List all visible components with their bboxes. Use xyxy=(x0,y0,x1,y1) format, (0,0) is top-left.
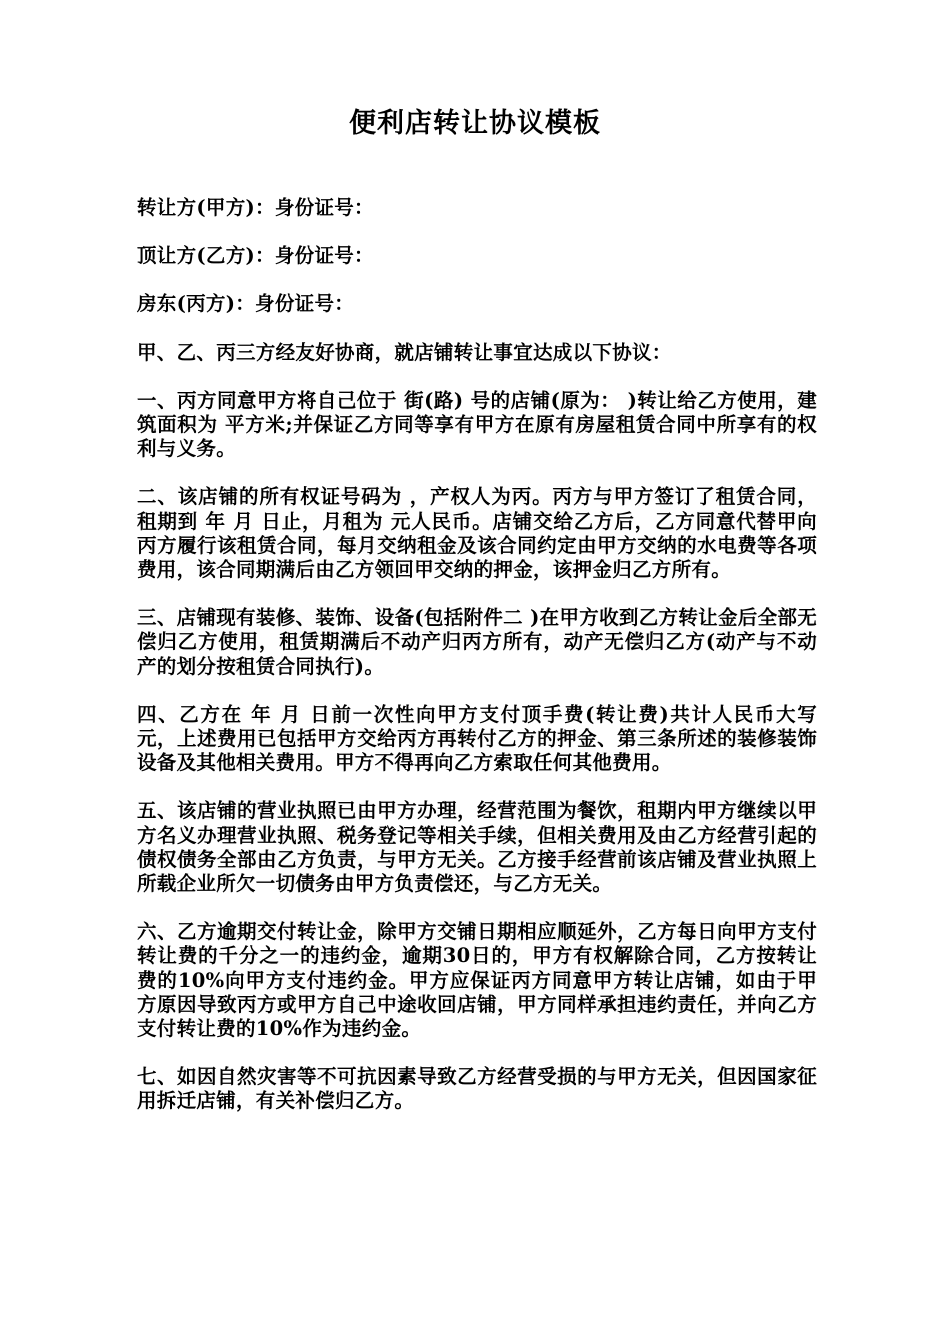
party-a-line: 转让方(甲方)：身份证号： xyxy=(137,196,374,219)
party-c-line: 房东(丙方)：身份证号： xyxy=(137,292,355,316)
clause-4: 四、乙方在 年 月 日前一次性向甲方支付顶手费(转让费)共计人民币大写 元，上述费用已包括甲方交给丙方再转付乙方的押金、第三条所述的装修装饰设备及其他相关费用。甲方不得再向乙方索取任何其他费用。 xyxy=(137,702,817,775)
clause-1: 一、丙方同意甲方将自己位于 街(路) 号的店铺(原为： )转让给乙方使用，建筑面积为 平方米;并保证乙方同等享有甲方在原有房屋租赁合同中所享有的权利与义务。 xyxy=(137,388,817,461)
agreement-intro: 甲、乙、丙三方经友好协商，就店铺转让事宜达成以下协议： xyxy=(137,340,672,364)
clause-6: 六、乙方逾期交付转让金，除甲方交铺日期相应顺延外，乙方每日向甲方支付转让费的千分之一的违约金，逾期30日的，甲方有权解除合同，乙方按转让费的10%向甲方支付违约金。甲方应保证丙方同意甲方转让店铺，如由于甲方原因导致丙方或甲方自己中途收回店铺，甲方同样承担违约责任，并向乙方支付转让费的10%作为违约金。 xyxy=(137,920,817,1041)
clause-7: 七、如因自然灾害等不可抗因素导致乙方经营受损的与甲方无关，但因国家征用拆迁店铺，有关补偿归乙方。 xyxy=(137,1065,817,1113)
clause-3: 三、店铺现有装修、装饰、设备(包括附件二 )在甲方收到乙方转让金后全部无偿归乙方使用，租赁期满后不动产归丙方所有，动产无偿归乙方(动产与不动产的划分按租赁合同执行)。 xyxy=(137,606,817,678)
document-body xyxy=(137,196,817,1138)
clause-5: 五、该店铺的营业执照已由甲方办理，经营范围为餐饮，租期内甲方继续以甲方名义办理营业执照、税务登记等相关手续，但相关费用及由乙方经营引起的债权债务全部由乙方负责，与甲方无关。乙方接手经营前该店铺及营业执照上所载企业所欠一切债务由甲方负责偿还，与乙方无关。 xyxy=(137,799,817,896)
clause-2: 二、该店铺的所有权证号码为 ，产权人为丙。丙方与甲方签订了租赁合同，租期到 年 月 日止，月租为 元人民币。店铺交给乙方后，乙方同意代替甲向丙方履行该租赁合同，每月交纳租金及该合同约定由甲方交纳的水电费等各项费用，该合同期满后由乙方领回甲交纳的押金，该押金归乙方所有。 xyxy=(137,485,817,582)
party-b-line: 顶让方(乙方)：身份证号： xyxy=(137,244,374,268)
document-title: 便利店转让协议模板 xyxy=(349,108,601,139)
